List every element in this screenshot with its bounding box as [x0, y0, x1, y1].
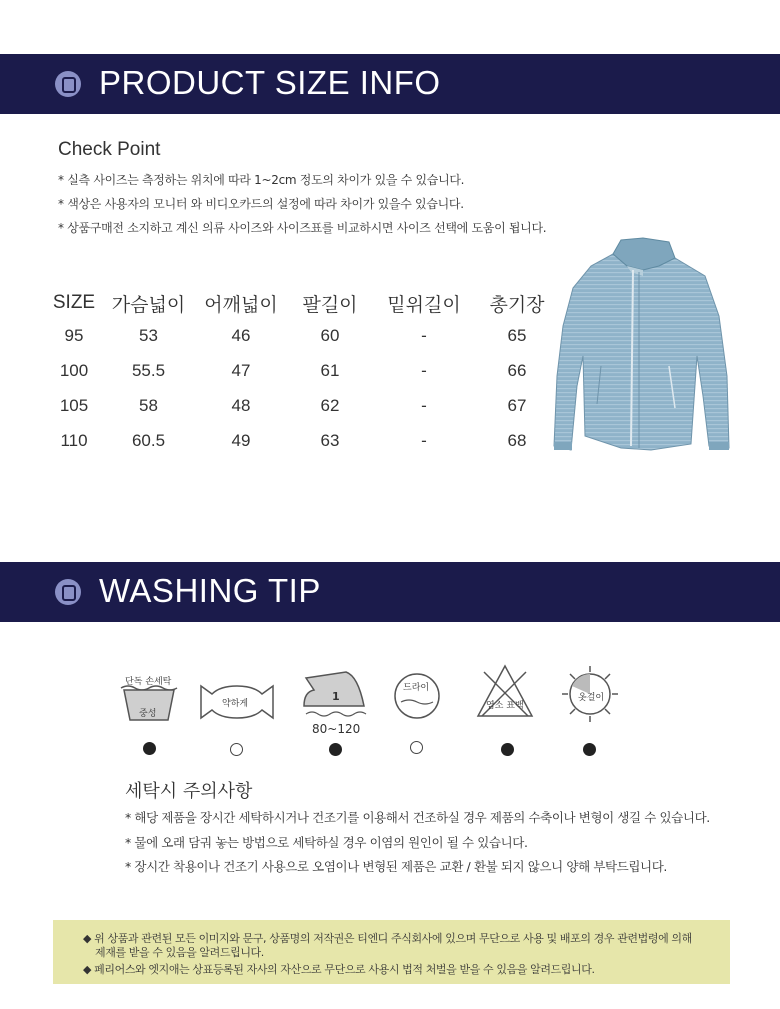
table-cell: 53 [139, 325, 158, 345]
dry-clean-unselected-indicator [410, 741, 423, 754]
copyright-line: ◆ 위 상품과 관련된 모든 이미지와 문구, 상품명의 저작권은 티엔디 주식회사에 있으며 무단으로 사용 및 배포의 경우 관련법령에 의해 [83, 932, 692, 945]
table-cell: 63 [320, 430, 340, 450]
caution-note: * 장시간 착용이나 건조기 사용으로 오염이나 변형된 제품은 교환 / 환불 되지 않으니 양해 부탁드립니다. [125, 859, 667, 874]
caution-note: * 물에 오래 담궈 놓는 방법으로 세탁하실 경우 이염의 원인이 될 수 있습니다. [125, 835, 528, 850]
header-rise: 밑위길이 [387, 294, 461, 316]
copyright-notice [53, 920, 730, 984]
table-cell: - [421, 360, 427, 380]
header-length: 총기장 [489, 294, 545, 316]
table-row [46, 388, 559, 423]
wring-inner-label: 약하게 [222, 699, 249, 709]
table-cell: 58 [139, 395, 158, 415]
brand-logo-icon [55, 579, 81, 605]
hand-wash-selected-indicator [143, 742, 156, 755]
trademark-line: ◆ 페리어스와 엣지애는 상표등록된 자사의 자산으로 무단으로 사용시 법적 처벌을 받을 수 있음을 알려드립니다. [83, 963, 595, 976]
iron-temperature-label: 80~120 [312, 722, 361, 736]
table-cell: 65 [507, 325, 527, 345]
check-point-note: * 실측 사이즈는 측정하는 위치에 따라 1~2cm 정도의 차이가 있을 수 있습니다. [58, 173, 465, 187]
iron-inner-label: 1 [332, 690, 340, 703]
hand-wash-top-label: 단독 손세탁 [125, 677, 172, 687]
washing-tip-title: WASHING TIP [99, 572, 321, 609]
size-info-header [0, 54, 780, 114]
check-point-note: * 색상은 사용자의 모니터 와 비디오카드의 설정에 따라 차이가 있을수 있습니다. [58, 197, 464, 211]
brand-logo-icon [55, 71, 81, 97]
table-cell: 100 [59, 360, 89, 380]
table-row [46, 353, 559, 388]
table-cell: 46 [231, 325, 251, 345]
dry-clean-inner-label: 드라이 [403, 683, 430, 693]
table-cell: 110 [60, 430, 88, 450]
table-cell: 68 [507, 430, 527, 450]
no-bleach-icon [474, 662, 536, 720]
table-cell: 62 [320, 395, 340, 415]
caution-note: * 해당 제품을 장시간 세탁하시거나 건조기를 이용해서 건조하실 경우 제품의 수축이나 변형이 생길 수 있습니다. [125, 810, 710, 825]
header-shoulder: 어깨넓이 [204, 294, 278, 316]
no-bleach-inner-label: 염소 표백 [486, 701, 524, 711]
table-cell: 49 [231, 430, 251, 450]
table-row [46, 318, 559, 353]
table-cell: - [421, 430, 427, 450]
header-size: SIZE [52, 292, 96, 313]
hand-wash-inner-label: 중성 [139, 709, 157, 719]
iron-selected-indicator [329, 743, 342, 756]
table-cell: 61 [320, 360, 340, 380]
table-cell: - [421, 325, 427, 345]
check-point-note: * 상품구매전 소지하고 계신 의류 사이즈와 사이즈표를 비교하시면 사이즈 선택에 도움이 됩니다. [58, 221, 547, 235]
check-point-title: Check Point [58, 139, 161, 160]
table-cell: 66 [507, 360, 527, 380]
header-chest: 가슴넓이 [111, 294, 186, 316]
size-table-header-row [46, 288, 559, 318]
jacket-product-image [551, 236, 735, 466]
copyright-line: 제재를 받을 수 있음을 알려드립니다. [95, 946, 264, 959]
size-info-title: PRODUCT SIZE INFO [99, 64, 441, 101]
caution-title: 세탁시 주의사항 [125, 781, 253, 802]
washing-tip-header [0, 562, 780, 622]
wring-unselected-indicator [230, 743, 243, 756]
table-cell: 60 [320, 325, 340, 345]
table-cell: - [421, 395, 427, 415]
no-bleach-selected-indicator [501, 743, 514, 756]
hang-dry-selected-indicator [583, 743, 596, 756]
hang-dry-inner-label: 옷걸이 [578, 693, 605, 703]
table-cell: 48 [231, 395, 251, 415]
table-cell: 47 [231, 360, 251, 380]
table-cell: 60.5 [131, 430, 166, 450]
table-cell: 105 [59, 395, 89, 415]
size-table [46, 288, 559, 458]
table-row [46, 423, 559, 458]
table-cell: 55.5 [131, 360, 166, 380]
header-sleeve: 팔길이 [302, 294, 358, 316]
table-cell: 95 [64, 325, 84, 345]
table-cell: 67 [507, 395, 527, 415]
